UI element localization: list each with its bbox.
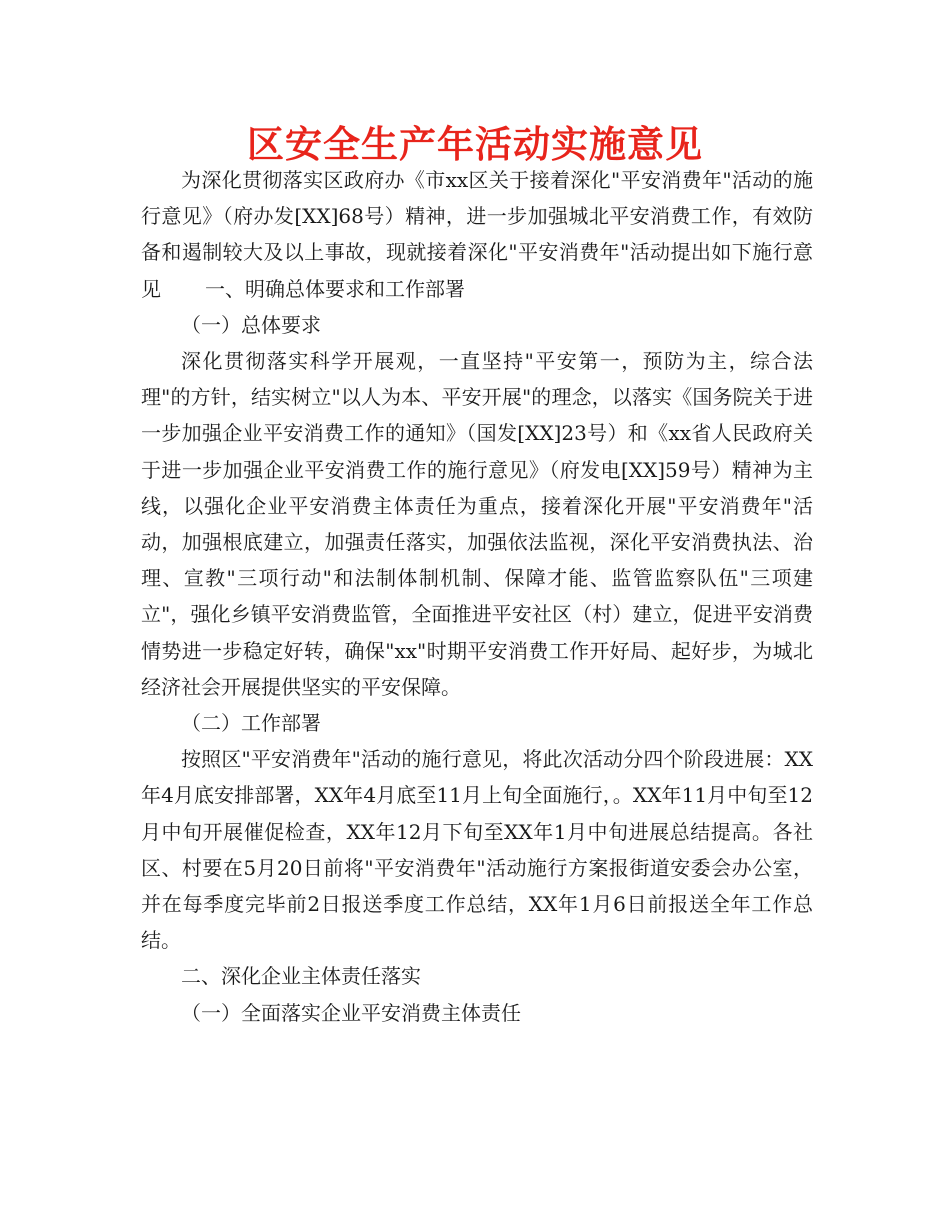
intro-text: 为深化贯彻落实区政府办《市xx区关于接着深化"平安消费年"活动的施行意见》（府办发[XX]68号）精神，进一步加强城北平安消费工作，有效防备和遏制较大及以上事故，现就接着深化"平安消费年"活动提出如下施行意见 [141, 168, 813, 301]
subsection-1-heading: （一）总体要求 [181, 312, 321, 337]
deployment-paragraph: 按照区"平安消费年"活动的施行意见，将此次活动分四个阶段进展：XX年4月底安排部署，XX年4月底至11月上旬全面施行，。XX年11月中旬至12月中旬开展催促检查，XX年12月下旬至XX年1月中旬进展总结提高。各社区、村要在5月20日前将"平安消费年"活动施行方案报街道安委会办公室，并在每季度完毕前2日报送季度工作总结，XX年1月6日前报送全年工作总结。 [141, 747, 813, 953]
section-2-heading: 二、深化企业主体责任落实 [181, 964, 421, 989]
section-1-heading: 一、明确总体要求和工作部署 [205, 276, 465, 301]
subsection-2-heading: （二）工作部署 [181, 711, 321, 736]
intro-paragraph [141, 162, 813, 307]
subsection-3-heading: （一）全面落实企业平安消费主体责任 [181, 1000, 521, 1025]
document-body [141, 162, 813, 1031]
requirements-paragraph: 深化贯彻落实科学开展观，一直坚持"平安第一，预防为主，综合法理"的方针，结实树立"以人为本、平安开展"的理念，以落实《国务院关于进一步加强企业平安消费工作的通知》（国发[XX]23号）和《xx省人民政府关于进一步加强企业平安消费工作的施行意见》（府发电[XX]59号）精神为主线，以强化企业平安消费主体责任为重点，接着深化开展"平安消费年"活动，加强根底建立，加强责任落实，加强依法监视，深化平安消费执法、治理、宣教"三项行动"和法制体制机制、保障才能、监管监察队伍"三项建立"，强化乡镇平安消费监管，全面推进平安社区（村）建立，促进平安消费情势进一步稳定好转，确保"xx"时期平安消费工作开好局、起好步，为城北经济社会开展提供坚实的平安保障。 [141, 349, 813, 699]
document-title: 区安全生产年活动实施意见 [247, 123, 703, 166]
